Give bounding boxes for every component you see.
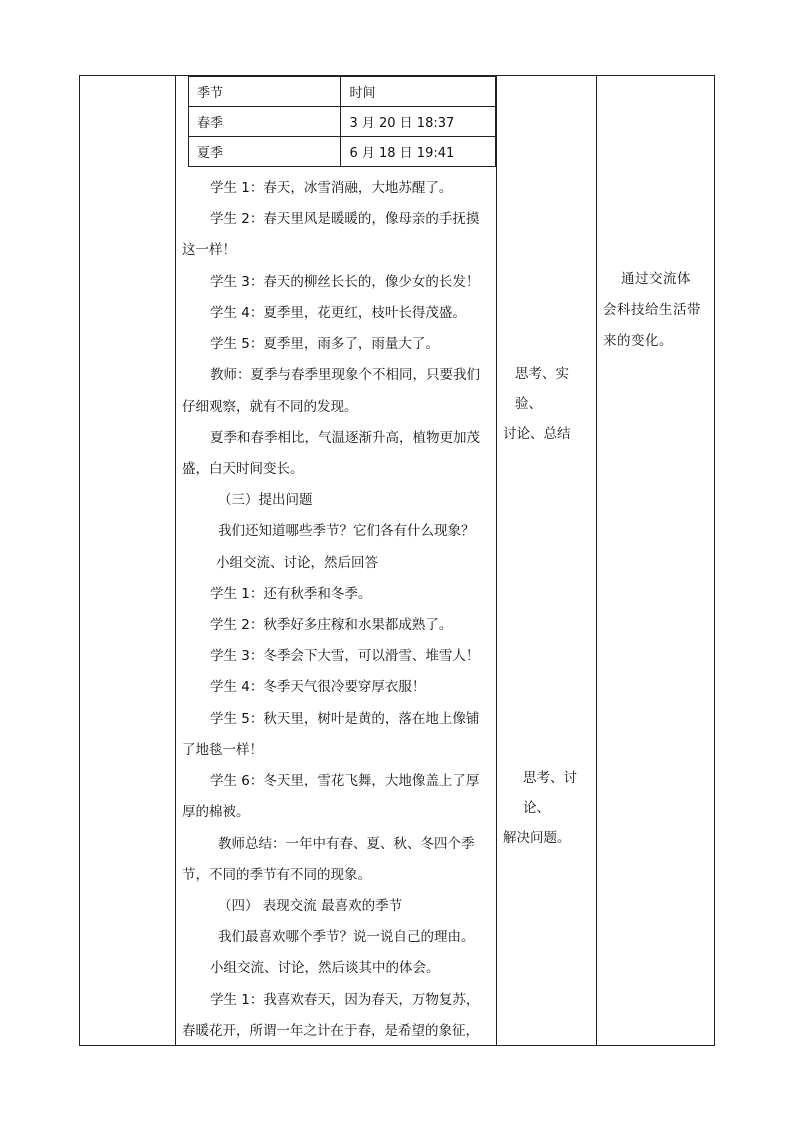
text-line: 教师总结：一年中有春、夏、秋、冬四个季 [218,836,475,852]
text-line: 学生 3：冬季会下大雪，可以滑雪、堆雪人！ [210,648,480,664]
text-line: 学生 1：春天，冰雪消融，大地苏醒了。 [210,180,453,196]
intent-line: 会科技给生活带 [603,302,701,318]
column-divider-3 [596,75,597,1046]
text-line: 学生 2：秋季好多庄稼和水果都成熟了。 [210,617,453,633]
text-line: 夏季和春季相比，气温逐渐升高，植物更加茂 [210,430,480,446]
table-row [189,107,496,137]
text-line: 学生 4：冬季天气很冷要穿厚衣服！ [210,679,426,695]
text-line: 了地毯一样！ [182,742,263,758]
activity-line: 思考、讨论、 [523,770,577,816]
text-line: 学生 1：还有秋季和冬季。 [210,586,372,602]
cell-time: 6 月 18 日 19:41 [341,137,496,167]
table-row [189,137,496,167]
text-line: 教师：夏季与春季里现象个不相同，只要我们 [210,367,480,383]
text-line: 学生 5：秋天里，树叶是黄的，落在地上像铺 [210,711,480,727]
season-time-table [188,76,496,167]
intent-line: 通过交流体 [621,271,691,287]
text-line: 这一样！ [182,242,236,258]
section-heading: （四） 表现交流 最喜欢的季节 [218,898,403,914]
text-line: 学生 1：我喜欢春天，因为春天，万物复苏， [210,992,480,1008]
activity-line: 讨论、总结 [503,426,571,442]
text-line: 学生 3：春天的柳丝长长的，像少女的长发！ [210,274,480,290]
activity-line: 思考、实验、 [515,366,569,412]
section-heading: （三）提出问题 [218,492,313,508]
text-line: 学生 4：夏季里，花更红，枝叶长得茂盛。 [210,305,466,321]
text-line: 学生 5：夏季里，雨多了，雨量大了。 [210,336,439,352]
activity-line: 解决问题。 [503,830,571,846]
cell-season: 春季 [189,107,341,137]
design-intent [603,264,711,357]
header-season: 季节 [189,77,341,107]
text-line: 春暖花开，所谓一年之计在于春，是希望的象征， [182,1023,479,1039]
student-activity-1 [503,359,593,449]
text-line: 小组交流、讨论，然后谈其中的体会。 [210,960,440,976]
cell-season: 夏季 [189,137,341,167]
text-line: 小组交流、讨论，然后回答 [216,555,378,571]
cell-time: 3 月 20 日 18:37 [341,107,496,137]
text-line: 我们还知道哪些季节？它们各有什么现象？ [218,523,475,539]
text-line: 厚的棉被。 [182,804,250,820]
text-line: 学生 2：春天里风是暖暖的，像母亲的手抚摸 [210,211,480,227]
text-line: 盛，白天时间变长。 [182,461,304,477]
text-line: 仔细观察，就有不同的发现。 [182,399,358,415]
header-time: 时间 [341,77,496,107]
text-line: 学生 6：冬天里，雪花飞舞，大地像盖上了厚 [210,773,480,789]
column-divider-2 [496,75,497,1046]
table-header-row [189,77,496,107]
intent-line: 来的变化。 [603,333,673,349]
text-line: 我们最喜欢哪个季节？说一说自己的理由。 [218,929,475,945]
student-activity-2 [503,763,593,853]
text-line: 节，不同的季节有不同的现象。 [182,867,371,883]
column-divider-1 [175,75,176,1046]
